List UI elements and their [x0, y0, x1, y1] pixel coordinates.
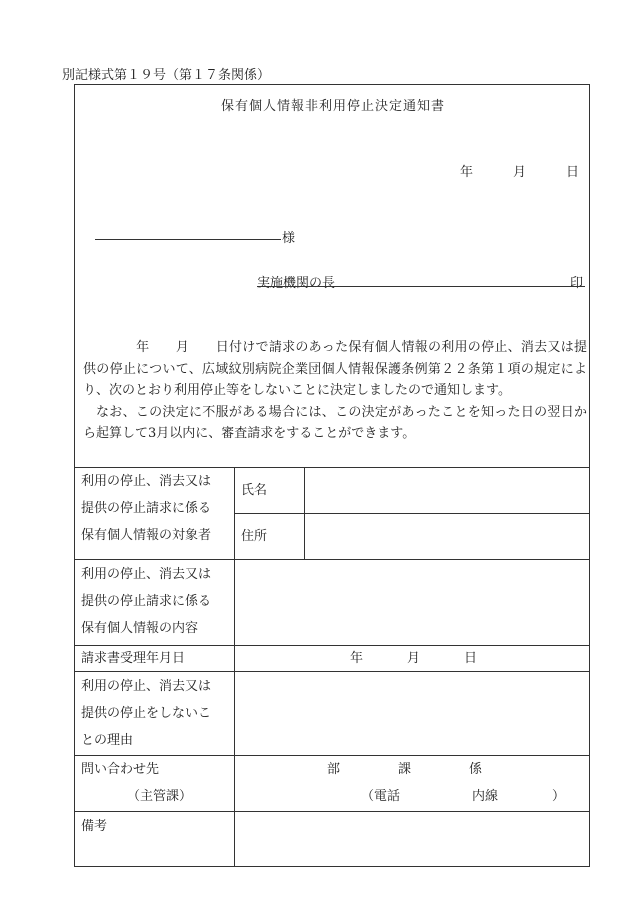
label-column-divider	[234, 467, 235, 867]
notice-body	[83, 337, 587, 445]
document-title: 保有個人情報非利用停止決定通知書	[220, 99, 445, 114]
seal-mark: 印	[569, 276, 583, 291]
issuer-signature-line	[257, 286, 585, 287]
date-day: 日	[565, 165, 579, 180]
form-number-label: 別記様式第１９号（第１７条関係）	[62, 68, 271, 83]
name-address-divider	[234, 513, 589, 514]
contact-sub-label: （主管課）	[127, 789, 193, 804]
body-paragraph-1: 年 月 日付けで請求のあった保有個人情報の利用の停止、消去又は提供の停止について、広域紋別病院企業団個人情報保護条例第２２条第１項の規定により、次のとおり利用停止等をしないことに決定しましたので通知します。	[83, 340, 587, 398]
name-label: 氏名	[241, 483, 268, 498]
issue-date	[460, 161, 579, 180]
date-year: 年	[459, 165, 473, 180]
contact-label: 問い合わせ先	[81, 762, 160, 777]
issuer-label: 実施機関の長	[257, 276, 336, 291]
name-column-divider	[304, 467, 305, 559]
row-divider-1	[75, 559, 589, 560]
remarks-label: 備考	[81, 819, 108, 834]
recipient-name-line	[95, 239, 281, 240]
contact-department: 部 課 係	[327, 762, 483, 777]
body-paragraph-2: なお、この決定に不服がある場合には、この決定があったことを知った日の翌日から起算して3月以内に、審査請求をすることができます。	[83, 404, 587, 441]
recipient-suffix: 様	[282, 231, 296, 246]
received-date-value: 年 月 日	[350, 651, 478, 666]
contact-phone: （電話 内線 ）	[361, 789, 566, 804]
notice-form	[74, 84, 590, 867]
received-date-label: 請求書受理年月日	[81, 651, 186, 666]
date-month: 月	[512, 165, 526, 180]
reason-label: 利用の停止、消去又は 提供の停止をしないこ との理由	[81, 679, 212, 748]
subject-label: 利用の停止、消去又は 提供の停止請求に係る 保有個人情報の対象者	[81, 474, 212, 543]
content-label: 利用の停止、消去又は 提供の停止請求に係る 保有個人情報の内容	[81, 567, 212, 636]
row-divider-5	[75, 811, 589, 812]
address-label: 住所	[241, 529, 268, 544]
